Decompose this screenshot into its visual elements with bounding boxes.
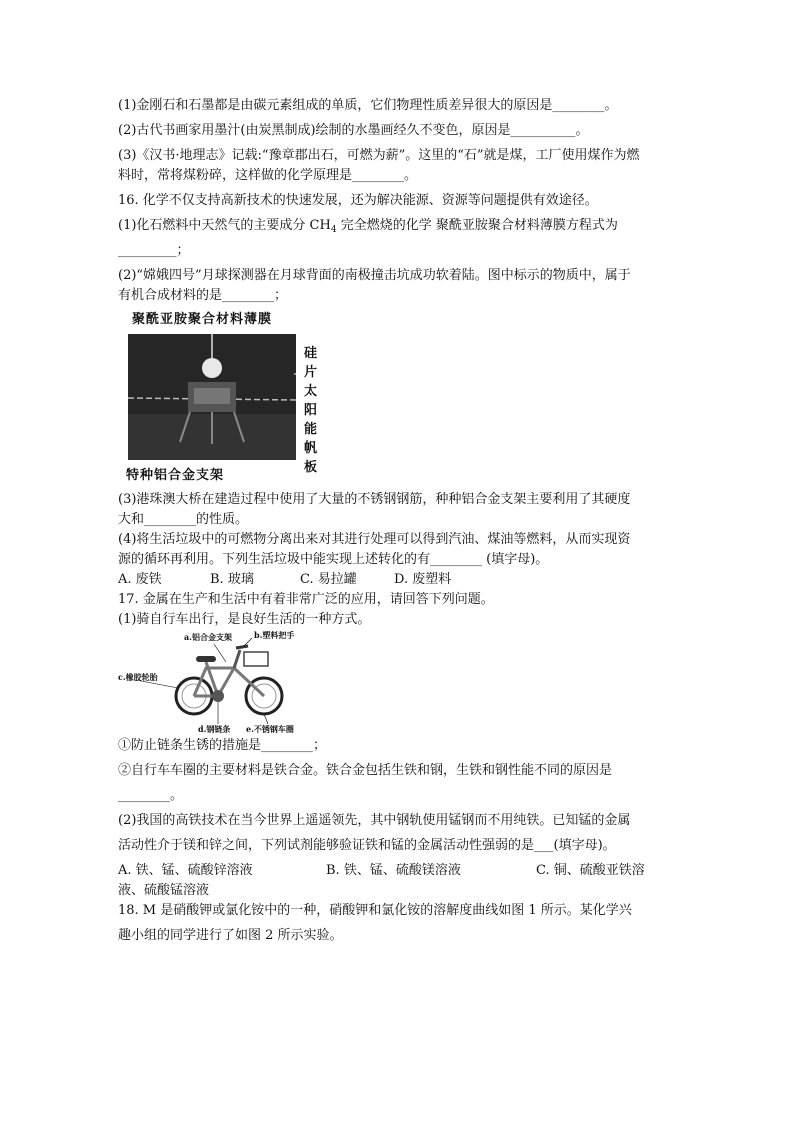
bike-label-b: b.塑料把手 — [254, 630, 295, 640]
subscript-4: 4 — [330, 225, 337, 235]
q17-part2-line1: (2)我国的高铁技术在当今世界上遥遥领先，其中钢轨使用锰钢而不用纯铁。已知锰的金属 — [118, 813, 631, 828]
q16-part4-line2: 源的循环再利用。下列生活垃圾中能实现上述转化的有________ (填字母)。 — [118, 552, 549, 567]
q18-stem-line1: 18. M 是硝酸钾或氯化铵中的一种，硝酸钾和氯化铵的溶解度曲线如图 1 所示。某化学兴 — [118, 903, 632, 918]
bike-label-e: e.不锈钢车圈 — [246, 724, 294, 734]
moon-label-film: 聚酰亚胺聚合材料薄膜 — [132, 312, 273, 327]
q16-part3-line2: 大和________的性质。 — [118, 512, 249, 527]
q16-option-a: A. 废铁 — [118, 572, 162, 587]
q18-stem-line2: 趣小组的同学进行了如图 2 所示实验。 — [118, 928, 343, 943]
q17-part1-sub1: ①防止链条生锈的措施是________； — [118, 738, 327, 753]
q16-part2-line2: 有机合成材料的是________； — [118, 288, 288, 303]
bike-label-a: a.铝合金支架 — [184, 632, 232, 642]
bike-label-c: c.橡胶轮胎 — [118, 672, 158, 682]
q16-options — [118, 570, 678, 590]
q17-option-c: C. 铜、硫酸亚铁溶 — [536, 863, 645, 878]
lunar-probe-photo — [128, 334, 296, 460]
q16-stem: 16. 化学不仅支持高新技术的快速发展，还为解决能源、资源等问题提供有效途径。 — [118, 193, 598, 208]
q16-option-d: D. 废塑料 — [394, 572, 452, 587]
q17-part1-sub2-line2: ________。 — [118, 788, 184, 803]
lunar-probe-illustration — [128, 334, 296, 460]
q17-part1-sub2-line1: ②自行车车圈的主要材料是铁合金。铁合金包括生铁和钢，生铁和钢性能不同的原因是 — [118, 763, 613, 778]
bike-label-d: d.钢链条 — [198, 724, 231, 734]
q16-part3-line1: (3)港珠澳大桥在建造过程中使用了大量的不锈钢钢筋，种种铝合金支架主要利用了其硬度 — [118, 492, 631, 507]
q17-stem: 17. 金属在生产和生活中有着非常广泛的应用，请回答下列问题。 — [118, 592, 494, 607]
bicycle-illustration — [118, 632, 318, 736]
q15-part1: (1)金刚石和石墨都是由碳元素组成的单质，它们物理性质差异很大的原因是________。 — [118, 98, 618, 113]
moon-label-bracket: 特种铝合金支架 — [126, 468, 225, 483]
q16-part1: (1)化石燃料中天然气的主要成分 $CH_4$ 完全燃烧的化学 聚酰亚胺聚合材料薄膜方程式为 — [118, 218, 618, 235]
q16-part1-blank: _________； — [118, 243, 190, 258]
q17-part1: (1)骑自行车出行，是良好生活的一种方式。 — [118, 612, 371, 627]
q17-part2-line2: 活动性介于镁和锌之间，下列试剂能够验证铁和锰的金属活动性强弱的是___(填字母)。 — [118, 838, 616, 853]
moon-label-solar-panel: 硅 片 太 阳 能 帆 板 — [304, 346, 318, 475]
q17-option-b: B. 铁、锰、硫酸镁溶液 — [326, 863, 461, 878]
q15-part2: (2)古代书画家用墨汁(由炭黑制成)绘制的水墨画经久不变色，原因是__________。 — [118, 123, 589, 138]
q17-options — [118, 861, 678, 881]
q17-option-c-wrap: 液、硫酸锰溶液 — [118, 883, 210, 898]
lunar-probe-figure — [122, 308, 332, 486]
q17-option-a: A. 铁、锰、硫酸锌溶液 — [118, 863, 253, 878]
bicycle-figure — [118, 632, 318, 736]
q16-part4-line1: (4)将生活垃圾中的可燃物分离出来对其进行处理可以得到汽油、煤油等燃料，从而实现资 — [118, 532, 631, 547]
q16-option-b: B. 玻璃 — [210, 572, 254, 587]
q15-part3-line2: 料时，常将煤粉碎，这样做的化学原理是________。 — [118, 168, 418, 183]
q16-part2-line1: (2)“嫦娥四号”月球探测器在月球背面的南极撞击坑成功软着陆。图中标示的物质中，属于 — [118, 268, 631, 283]
q15-part3-line1: (3)《汉书·地理志》记载:“豫章郡出石，可燃为薪”。这里的“石”就是煤，工厂使用煤作为燃 — [118, 148, 640, 163]
q16-option-c: C. 易拉罐 — [300, 572, 357, 587]
exam-page — [118, 96, 678, 946]
